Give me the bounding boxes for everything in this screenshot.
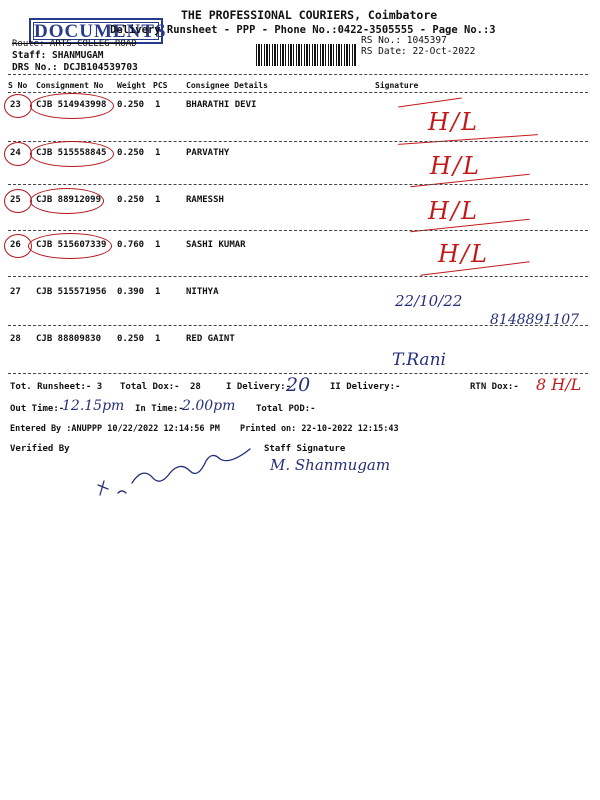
row-consignment: CJB 88912099 — [36, 195, 102, 205]
row-phone: 8148891107 — [490, 312, 580, 328]
consignment-circle-mark — [30, 93, 114, 119]
total-pod-label: Total POD:- — [256, 404, 316, 414]
col-header-consignee: Consignee Details — [186, 81, 268, 90]
row-weight: 0.250 — [117, 334, 145, 344]
i-delivery-value: 20 — [286, 374, 311, 396]
col-header-pcs: PCS — [153, 81, 168, 90]
row-signature: H/L — [428, 108, 479, 136]
row-signature: T.Rani — [392, 350, 446, 370]
row-sno: 27 — [10, 287, 21, 297]
row-consignee: RAMESSH — [186, 195, 224, 205]
row-consignment: CJB 515558845 — [36, 148, 107, 158]
sno-circle-mark — [4, 189, 32, 213]
row-divider — [8, 276, 588, 277]
tot-runsheet: Tot. Runsheet:- 3 — [10, 382, 103, 392]
verifier-signature — [90, 445, 260, 505]
in-time-label: In Time:- — [135, 404, 184, 414]
out-time-label: Out Time:- — [10, 404, 65, 414]
row-weight: 0.760 — [117, 240, 145, 250]
row-consignment: CJB 515571956 — [36, 287, 107, 297]
row-sno: 26 — [10, 240, 21, 250]
route-text: Route: ARTS COLLEG ROAD — [12, 39, 137, 49]
row-consignee: BHARATHI DEVI — [186, 100, 257, 110]
header-top-divider — [8, 74, 588, 75]
ii-delivery-label: II Delivery:- — [330, 382, 401, 392]
row-sno: 28 — [10, 334, 21, 344]
row-sno: 25 — [10, 195, 21, 205]
row-divider — [8, 141, 588, 142]
row-pcs: 1 — [155, 287, 161, 297]
staff-signed-name: M. Shanmugam — [270, 456, 391, 474]
row-consignment: CJB 515607339 — [36, 240, 107, 250]
row-signature: 22/10/22 — [395, 292, 463, 310]
rs-date: RS Date: 22-Oct-2022 — [361, 46, 476, 57]
row-divider — [8, 230, 588, 231]
row-pcs: 1 — [155, 334, 161, 344]
rtn-dox-label: RTN Dox:- — [470, 382, 519, 392]
signature-stroke — [398, 98, 462, 108]
row-pcs: 1 — [155, 100, 161, 110]
row-consignee: RED GAINT — [186, 334, 235, 344]
consignment-circle-mark — [30, 141, 114, 167]
company-title: THE PROFESSIONAL COURIERS, Coimbatore — [181, 8, 438, 22]
stamp-text: DOCUMENTS — [34, 21, 167, 42]
col-header-consignment: Consignment No — [36, 81, 104, 90]
total-dox-label: Total Dox:- — [120, 382, 180, 392]
row-weight: 0.250 — [117, 100, 145, 110]
barcode — [256, 44, 356, 66]
row-weight: 0.250 — [117, 148, 145, 158]
total-dox-value: 28 — [190, 382, 201, 392]
consignment-circle-mark — [30, 188, 104, 214]
row-consignee: SASHI KUMAR — [186, 240, 246, 250]
col-header-weight: Weight — [117, 81, 146, 90]
row-sno: 24 — [10, 148, 21, 158]
sno-circle-mark — [4, 142, 32, 166]
runsheet-title: Delivery Runsheet - PPP - Phone No.:0422-3505555 - Page No.:3 — [110, 24, 496, 36]
i-delivery-label: I Delivery:- — [226, 382, 292, 392]
sno-circle-mark — [4, 94, 32, 118]
row-consignee: PARVATHY — [186, 148, 230, 158]
rtn-dox-value: 8 H/L — [536, 375, 582, 394]
consignment-circle-mark — [28, 233, 112, 259]
row-weight: 0.390 — [117, 287, 145, 297]
verified-by-label: Verified By — [10, 444, 70, 454]
row-consignment: CJB 514943998 — [36, 100, 107, 110]
in-time-value: 2.00pm — [182, 398, 236, 414]
out-time-value: 12.15pm — [62, 398, 125, 414]
row-pcs: 1 — [155, 148, 161, 158]
row-divider — [8, 325, 588, 326]
row-consignee: NITHYA — [186, 287, 219, 297]
col-header-sno: S No — [8, 81, 28, 90]
row-consignment: CJB 88809830 — [36, 334, 102, 344]
staff-text: Staff: SHANMUGAM — [12, 50, 104, 61]
col-header-signature: Signature — [375, 81, 419, 90]
rs-number: RS No.: 1045397 — [361, 35, 447, 46]
row-weight: 0.250 — [117, 195, 145, 205]
row-signature: H/L — [438, 240, 489, 268]
row-sno: 23 — [10, 100, 21, 110]
row-pcs: 1 — [155, 195, 161, 205]
row-divider — [8, 184, 588, 185]
row-signature: H/L — [430, 152, 481, 180]
row-pcs: 1 — [155, 240, 161, 250]
staff-signature-label: Staff Signature — [264, 444, 346, 454]
drs-number: DRS No.: DCJB104539703 — [12, 62, 138, 73]
entered-by: Entered By :ANUPPP 10/22/2022 12:14:56 PM — [10, 424, 220, 434]
header-bottom-divider — [8, 92, 588, 93]
row-signature: H/L — [428, 197, 479, 225]
printed-on: Printed on: 22-10-2022 12:15:43 — [240, 424, 399, 434]
